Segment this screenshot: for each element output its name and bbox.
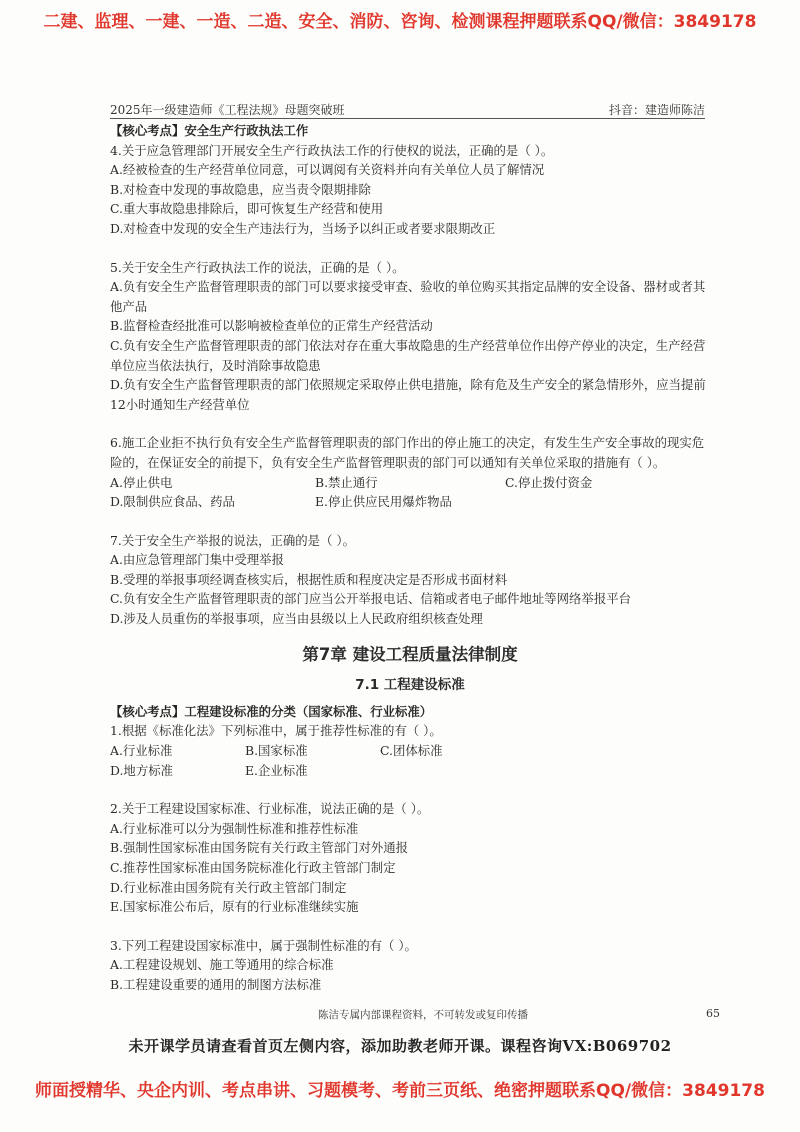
question-7	[110, 531, 710, 629]
question-stem: 3.下列工程建设国家标准中，属于强制性标准的有（ ）。	[110, 937, 417, 953]
question-option: B.强制性国家标准由国务院有关行政主管部门对外通报	[110, 840, 409, 856]
question-stem: 1.根据《标准化法》下列标准中，属于推荐性标准的有（ ）。	[110, 723, 442, 739]
question-option: C.重大事故隐患排除后，即可恢复生产经营和使用	[110, 201, 384, 217]
question-option: C.推荐性国家标准由国务院标准化行政主管部门制定	[110, 860, 396, 875]
question-option: A.停止供电	[110, 474, 173, 490]
question-option: A.经被检查的生产经营单位同意，可以调阅有关资料并向有关单位人员了解情况	[110, 162, 545, 178]
option-row	[110, 492, 710, 512]
question-option: C.负有安全生产监督管理职责的部门依法对存在重大事故隐患的生产经营单位作出停产停业的决定，生产经营单位应当依法执行，及时消除事故隐患	[110, 337, 706, 373]
question-option: A.行业标准	[110, 743, 173, 759]
question-stem: 5.关于安全生产行政执法工作的说法，正确的是（ ）。	[110, 259, 405, 275]
question-stem: 7.关于安全生产举报的说法，正确的是（ ）。	[110, 532, 355, 548]
question-option: C.停止拨付资金	[505, 474, 593, 490]
key-point-tag: 【核心考点】	[110, 123, 185, 138]
option-row	[110, 473, 710, 493]
standards-question-1	[110, 721, 710, 780]
question-option: B.监督检查经批准可以影响被检查单位的正常生产经营活动	[110, 318, 433, 334]
key-point-heading	[110, 702, 710, 722]
key-point-heading	[110, 121, 710, 141]
question-option: A.负有安全生产监督管理职责的部门可以要求接受审查、验收的单位购买其指定品牌的安全设备、器材或者其他产品	[110, 279, 706, 314]
question-option: E.企业标准	[245, 762, 308, 778]
running-header	[110, 100, 705, 119]
bottom-promo-banner: 师面授精华、央企内训、考点串讲、习题模考、考前三页纸、绝密押题联系QQ/微信：3849178	[35, 1081, 765, 1101]
key-point-title: 安全生产行政执法工作	[184, 123, 309, 138]
header-author: 抖音：建造师陈洁	[608, 103, 705, 117]
question-option: C.团体标准	[380, 743, 443, 759]
header-course-title: 2025年一级建造师《工程法规》母题突破班	[110, 103, 345, 117]
question-option: B.国家标准	[245, 743, 308, 759]
question-option: D.限制供应食品、药品	[110, 494, 235, 510]
question-option: D.涉及人员重伤的举报事项，应当由县级以上人民政府组织核查处理	[110, 611, 483, 627]
footer-copyright: 陈洁专属内部课程资料，不可转发或复印传播	[318, 1009, 528, 1021]
question-6	[110, 433, 710, 511]
question-option: B.工程建设重要的通用的制图方法标准	[110, 976, 322, 992]
question-option: A.由应急管理部门集中受理举报	[110, 552, 284, 568]
question-option: D.行业标准由国务院有关行政主管部门制定	[110, 879, 347, 895]
question-stem: 4.关于应急管理部门开展安全生产行政执法工作的行使权的说法，正确的是（ ）。	[110, 142, 554, 158]
question-option: E.国家标准公布后，原有的行业标准继续实施	[110, 899, 359, 915]
key-point-tag: 【核心考点】	[110, 703, 185, 719]
question-option: C.负有安全生产监督管理职责的部门应当公开举报电话、信箱或者电子邮件地址等网络举报平台	[110, 591, 631, 607]
standards-question-3	[110, 936, 710, 995]
standards-question-2	[110, 799, 710, 917]
question-option: A.行业标准可以分为强制性标准和推荐性标准	[110, 820, 359, 836]
chapter-title: 第7章 建设工程质量法律制度	[302, 644, 518, 664]
question-4	[110, 141, 710, 239]
question-option: B.受理的举报事项经调查核实后，根据性质和程度决定是否形成书面材料	[110, 571, 508, 587]
question-stem: 2.关于工程建设国家标准、行业标准，说法正确的是（ ）。	[110, 801, 430, 817]
top-promo-banner: 二建、监理、一建、一造、二造、安全、消防、咨询、检测课程押题联系QQ/微信：3849178	[43, 12, 757, 32]
question-option: D.对检查中发现的安全生产违法行为，当场予以纠正或者要求限期改正	[110, 220, 496, 236]
document-body	[110, 121, 710, 995]
question-stem: 6.施工企业拒不执行负有安全生产监督管理职责的部门作出的停止施工的决定，有发生生产安全事故的现实危险的，在保证安全的前提下，负有安全生产监督管理职责的部门可以通知有关单位采取的措施有（ ）。	[110, 435, 705, 470]
course-notice: 未开课学员请查看首页左侧内容，添加助教老师开课。课程咨询VX:B069702	[128, 1037, 672, 1055]
question-5	[110, 258, 710, 415]
question-option: B.对检查中发现的事故隐患，应当责令限期排除	[110, 181, 371, 197]
key-point-title: 工程建设标准的分类（国家标准、行业标准）	[184, 703, 433, 719]
page-number: 65	[706, 1007, 720, 1020]
option-row	[110, 761, 710, 781]
question-option: A.工程建设规划、施工等通用的综合标准	[110, 957, 334, 973]
question-option: D.负有安全生产监督管理职责的部门依照规定采取停止供电措施，除有危及生产安全的紧急情形外，应当提前12小时通知生产经营单位	[110, 377, 706, 412]
question-option: E.停止供应民用爆炸物品	[315, 494, 452, 510]
question-option: B.禁止通行	[315, 474, 378, 490]
option-row	[110, 741, 710, 761]
section-title: 7.1 工程建设标准	[355, 677, 465, 694]
question-option: D.地方标准	[110, 762, 173, 778]
